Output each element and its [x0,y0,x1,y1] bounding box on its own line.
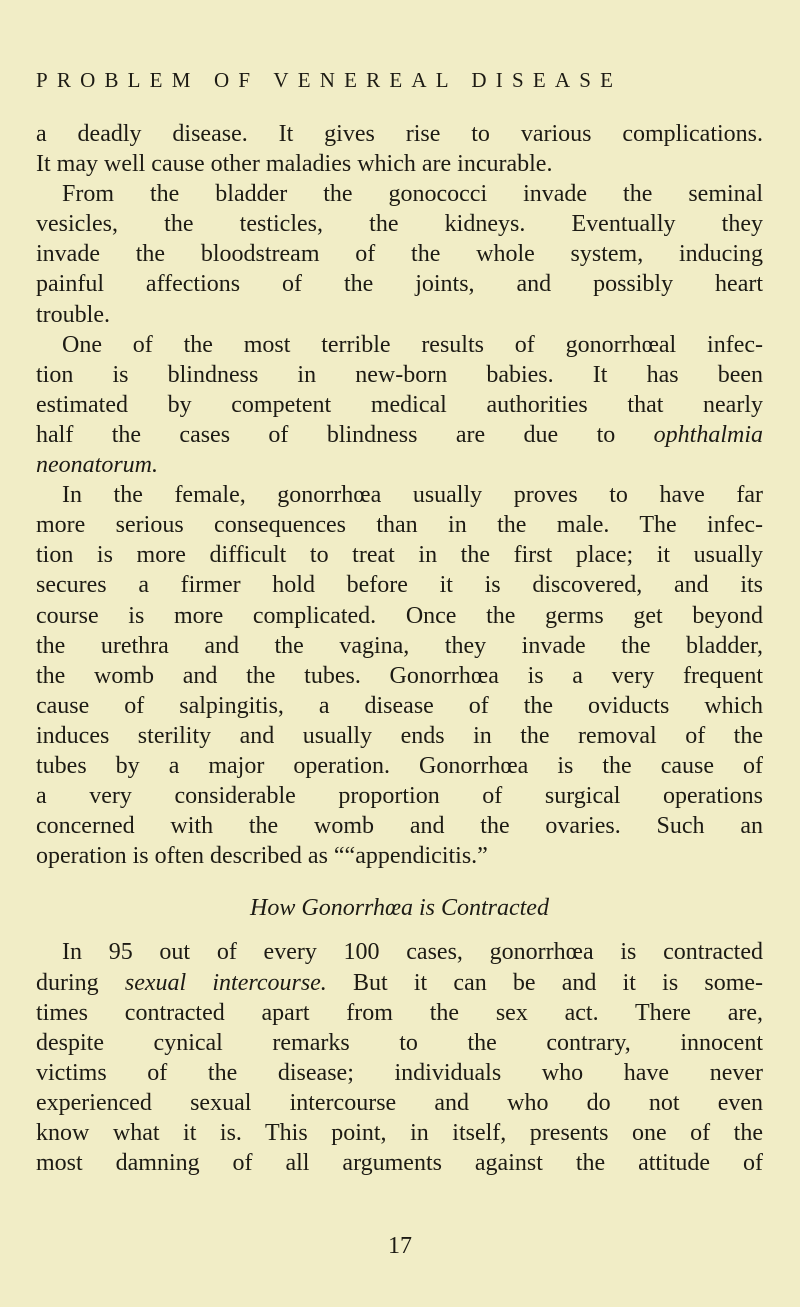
text-line: It may well cause other maladies which are incurable. [36,151,553,178]
text-run: But it can be and it is some- [353,969,764,996]
text-line: the urethra and the vagina, they invade the bladder, [36,632,763,659]
text-line: experienced sexual intercourse and who do not even [36,1089,763,1116]
page-number: 17 [388,1233,412,1259]
italic-term: ophthalmia [653,421,764,448]
running-head: PROBLEM OF VENEREAL DISEASE [36,68,623,92]
text-line: course is more complicated. Once the germs get beyond [36,602,763,629]
text-line: victims of the disease; individuals who have never [36,1059,763,1086]
text-line: In the female, gonorrhœa usually proves to have far [62,482,763,509]
italic-term: neonatorum. [36,452,158,479]
text-line: operation is often described as ““appendicitis.” [36,843,488,870]
text-line: secures a firmer hold before it is discovered, and its [36,572,763,599]
text-line: painful affections of the joints, and possibly heart [36,271,763,298]
text-line: cause of salpingitis, a disease of the oviducts which [36,692,763,719]
text-line: the womb and the tubes. Gonorrhœa is a very frequent [36,662,763,689]
text-line: a very considerable proportion of surgical operations [36,783,763,810]
body-text [36,119,763,1178]
text-run: half the cases of blindness are due to [36,421,616,448]
text-line: most damning of all arguments against the attitude of [36,1150,763,1177]
text-line: vesicles, the testicles, the kidneys. Eventually they [36,211,763,238]
section-heading: How Gonorrhœa is Contracted [250,895,549,922]
text-line: tion is more difficult to treat in the first place; it usually [36,542,763,569]
italic-term: sexual intercourse. [124,969,327,996]
text-line [36,450,763,480]
text-line: concerned with the womb and the ovaries. Such an [36,813,763,840]
text-line: know what it is. This point, in itself, presents one of the [36,1120,763,1146]
text-line [36,420,763,450]
text-line [36,968,763,998]
text-run: during [36,969,99,996]
text-line: induces sterility and usually ends in the removal of the [36,722,763,749]
text-line: In 95 out of every 100 cases, gonorrhœa is contracted [62,939,763,966]
text-line: tion is blindness in new-born babies. It has been [36,361,763,388]
text-line: despite cynical remarks to the contrary, innocent [36,1029,763,1056]
text-line: tubes by a major operation. Gonorrhœa is the cause of [36,752,763,779]
text-line: a deadly disease. It gives rise to various complications. [36,121,763,147]
text-line: From the bladder the gonococci invade the seminal [62,181,763,208]
text-line: One of the most terrible results of gonorrhœal infec- [62,331,763,358]
text-line: trouble. [36,301,110,328]
text-line: invade the bloodstream of the whole system, inducing [36,241,763,268]
text-line: times contracted apart from the sex act. There are, [36,999,763,1026]
text-line: more serious consequences than in the male. The infec- [36,512,763,539]
text-line: estimated by competent medical authorities that nearly [36,391,763,418]
